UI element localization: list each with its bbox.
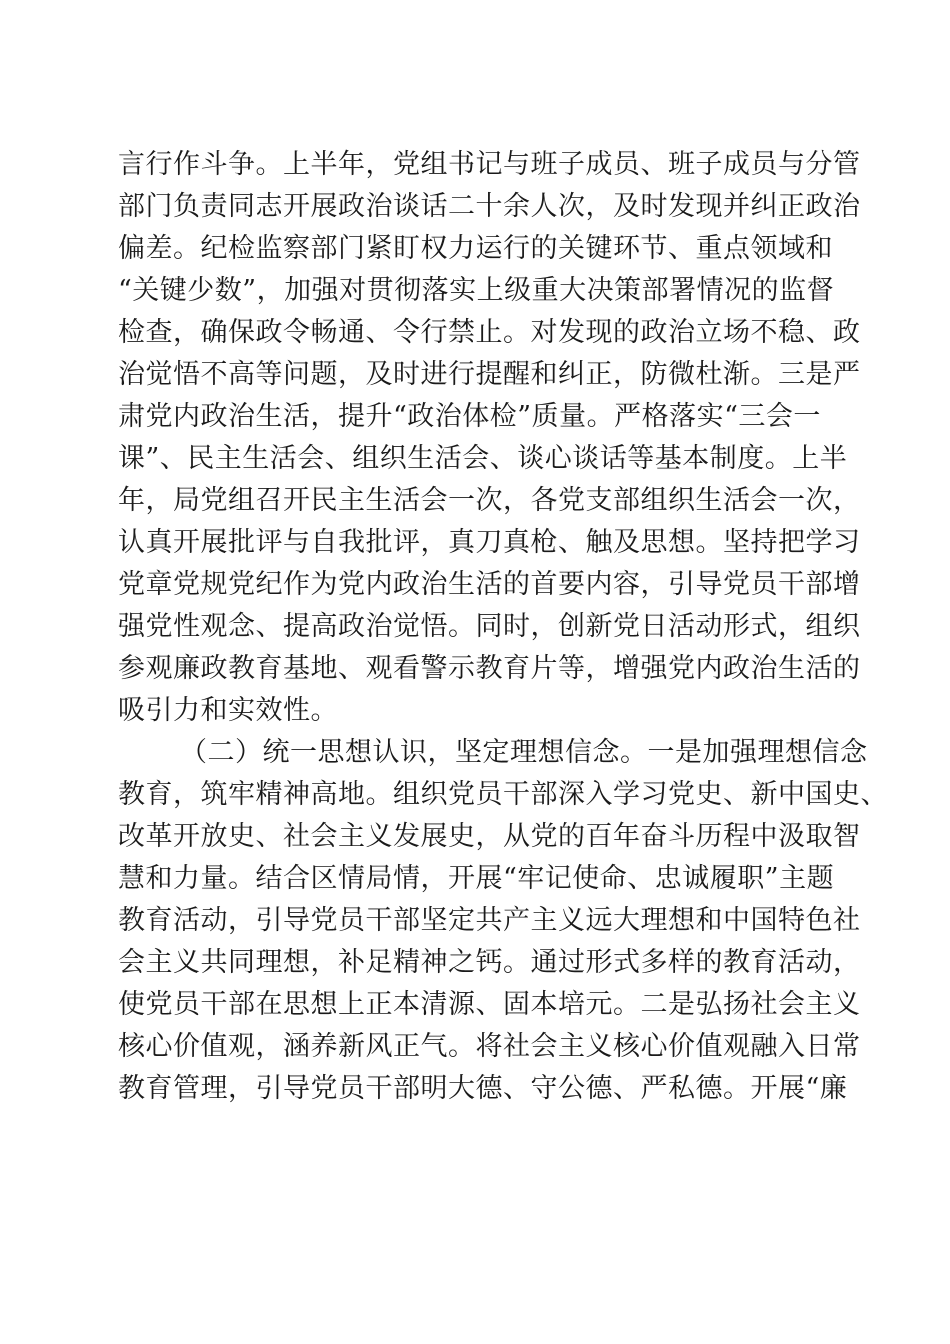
text-line: 吸引力和实效性。 — [118, 695, 338, 726]
text-line: 教育管理，引导党员干部明大德、守公德、严私德。开展“廉 — [118, 1073, 848, 1104]
text-line: 部门负责同志开展政治谈话二十余人次，及时发现并纠正政治 — [118, 191, 861, 222]
text-line: 偏差。纪检监察部门紧盯权力运行的关键环节、重点领域和 — [118, 233, 833, 264]
text-line: 治觉悟不高等问题，及时进行提醒和纠正，防微杜渐。三是严 — [118, 359, 861, 390]
text-line: 使党员干部在思想上正本清源、固本培元。二是弘扬社会主义 — [118, 989, 861, 1020]
text-line: 肃党内政治生活，提升“政治体检”质量。严格落实“三会一 — [118, 401, 821, 432]
text-line: 言行作斗争。上半年，党组书记与班子成员、班子成员与分管 — [118, 149, 861, 180]
text-line: 参观廉政教育基地、观看警示教育片等，增强党内政治生活的 — [118, 653, 861, 684]
text-line: 教育活动，引导党员干部坚定共产主义远大理想和中国特色社 — [118, 905, 861, 936]
text-line: 检查，确保政令畅通、令行禁止。对发现的政治立场不稳、政 — [118, 317, 861, 348]
text-line: 核心价值观，涵养新风正气。将社会主义核心价值观融入日常 — [118, 1031, 861, 1062]
text-line: 改革开放史、社会主义发展史，从党的百年奋斗历程中汲取智 — [118, 821, 861, 852]
section-heading-line: （二）统一思想认识，坚定理想信念。一是加强理想信念 — [180, 737, 868, 768]
text-line: 年，局党组召开民主生活会一次，各党支部组织生活会一次， — [118, 485, 861, 516]
text-line: “关键少数”，加强对贯彻落实上级重大决策部署情况的监督 — [118, 275, 835, 306]
text-line: 认真开展批评与自我批评，真刀真枪、触及思想。坚持把学习 — [118, 527, 861, 558]
text-line: 强党性观念、提高政治觉悟。同时，创新党日活动形式，组织 — [118, 611, 861, 642]
text-line: 党章党规党纪作为党内政治生活的首要内容，引导党员干部增 — [118, 569, 861, 600]
text-line: 教育，筑牢精神高地。组织党员干部深入学习党史、新中国史、 — [118, 779, 888, 810]
text-line: 慧和力量。结合区情局情，开展“牢记使命、忠诚履职”主题 — [118, 863, 835, 894]
text-line: 会主义共同理想，补足精神之钙。通过形式多样的教育活动， — [118, 947, 861, 978]
text-line: 课”、民主生活会、组织生活会、谈心谈话等基本制度。上半 — [118, 443, 848, 474]
